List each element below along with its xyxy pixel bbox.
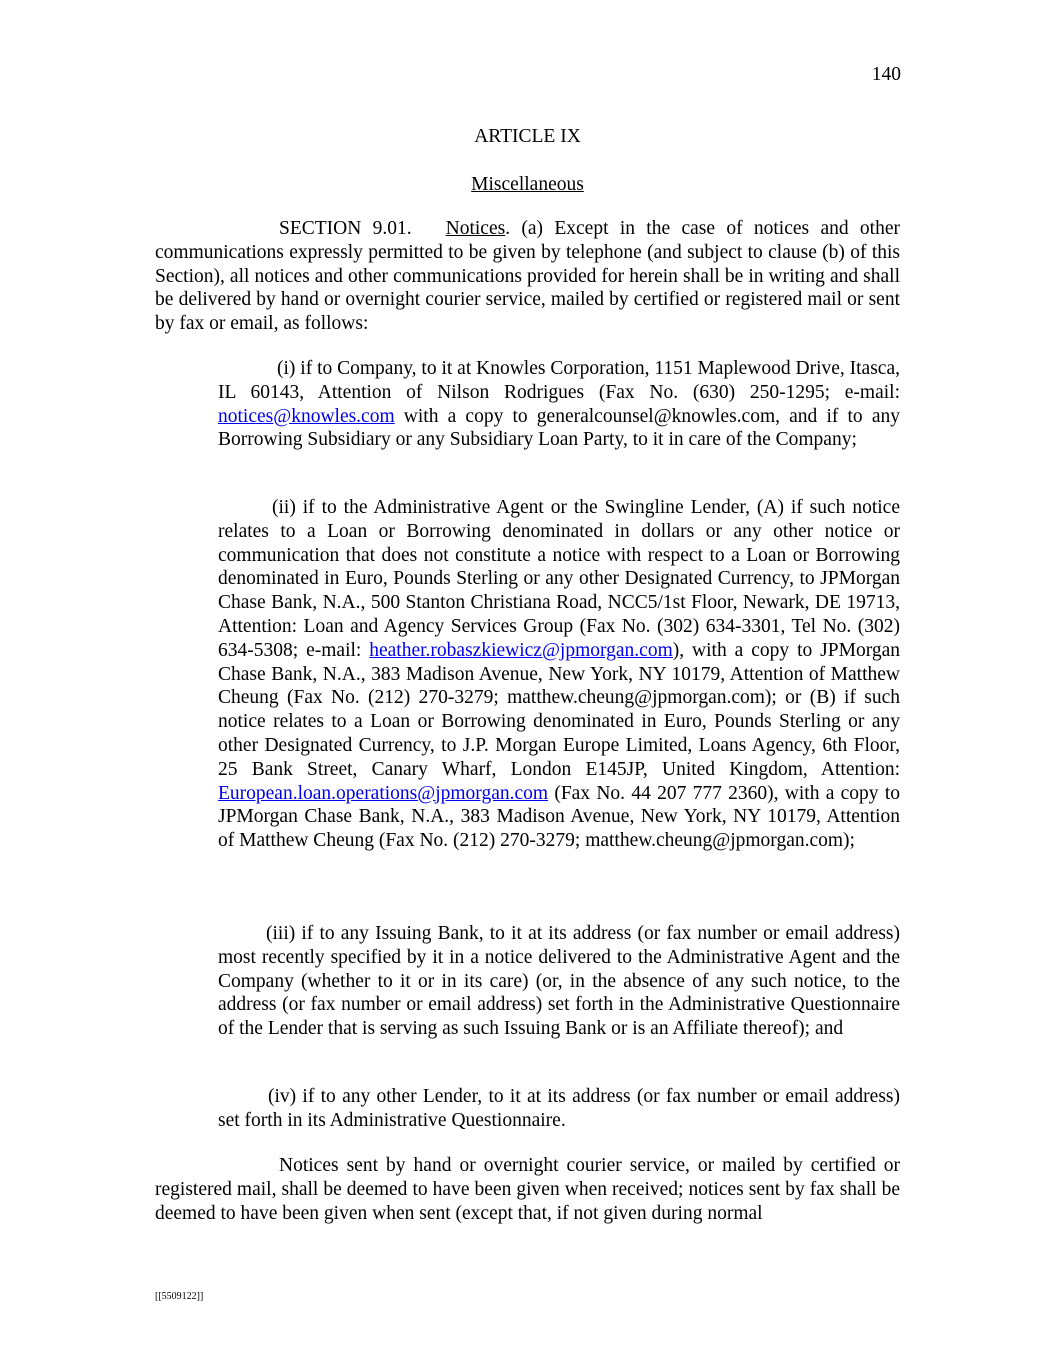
section-title: Notices [445,218,506,239]
clause-i-email-link[interactable]: notices@knowles.com [218,405,395,427]
footer-document-id: [[5509122]] [155,1291,204,1302]
clause-i [218,357,900,452]
clause-ii-text-1: (ii) if to the Administrative Agent or the Swingline Lender, (A) if such notice relates to a Loan or Borrowing denominated in dollars or any other notice or communication that does not constitute a notice with respect to a Loan or Borrowing denominated in Euro, Pounds Sterling or any other Designated Currency, to JPMorgan Chase Bank, N.A., 500 Stanton Christiana Road, NCC5/1st Floor, Newark, DE 19713, Attention: Loan and Agency Services Group (Fax No. (302) 634-3301, Tel No. (302) 634-5308; e-mail: [218,497,900,661]
clause-iii [218,922,900,1041]
section-9-01-paragraph [155,217,900,336]
closing-paragraph [155,1154,900,1225]
clause-ii-text-2: ), with a copy to JPMorgan Chase Bank, N.A., 383 Madison Avenue, New York, NY 10179, Attention of Matthew Cheung (Fax No. (212) 270-3279; matthew.cheung@jpmorgan.com); or (B) if such notice relates to a Loan or Borrowing denominated in Euro, Pounds Sterling or any other Designated Currency, to J.P. Morgan Europe Limited, Loans Agency, 6th Floor, 25 Bank Street, Canary Wharf, London E145JP, United Kingdom, Attention: [218,639,900,780]
clause-ii-text-3: (Fax No. 44 207 777 2360), with a copy to JPMorgan Chase Bank, N.A., 383 Madison Avenue, New York, NY 10179, Attention of Matthew Cheung (Fax No. (212) 270-3279; matthew.cheung@jpmorgan.com); [218,782,900,852]
section-number: SECTION 9.01. [279,218,412,239]
section-intro-text: . (a) Except in the case of notices and other communications expressly permitted to be given by telephone (and subject to clause (b) of this Section), all notices and other communications provided for herein shall be in writing and shall be delivered by hand or overnight courier service, mailed by certified or registered mail or sent by fax or email, as follows: [155,218,900,335]
closing-paragraph-text: Notices sent by hand or overnight courier service, or mailed by certified or registered mail, shall be deemed to have been given when received; notices sent by fax shall be deemed to have been given when sent (except that, if not given during normal [155,1155,900,1224]
article-subheading: Miscellaneous [471,174,584,195]
clause-iv-text: (iv) if to any other Lender, to it at its address (or fax number or email address) set forth in its Administrative Questionnaire. [218,1086,900,1131]
clause-iv [218,1085,900,1133]
clause-i-text-before: (i) if to Company, to it at Knowles Corporation, 1151 Maplewood Drive, Itasca, IL 60143, Attention of Nilson Rodrigues (Fax No. (630) 250-1295; e-mail: [218,358,900,403]
clause-ii-email-link-1[interactable]: heather.robaszkiewicz@jpmorgan.com [369,639,673,661]
page-number: 140 [871,64,901,85]
clause-i-text-after: with a copy to generalcounsel@knowles.com, and if to any Borrowing Subsidiary or any Subsidiary Loan Party, to it in care of the Company; [218,405,900,451]
clause-ii [218,496,900,853]
clause-ii-email-link-2[interactable]: European.loan.operations@jpmorgan.com [218,782,549,804]
article-heading: ARTICLE IX [474,126,581,147]
clause-iii-text: (iii) if to any Issuing Bank, to it at its address (or fax number or email address) most recently specified by it in a notice delivered to the Administrative Agent and the Company (whether to it or in its care) (or, in the absence of any such notice, to the address (or fax number or email address) set forth in the Administrative Questionnaire of the Lender that is serving as such Issuing Bank or is an Affiliate thereof); and [218,923,900,1040]
